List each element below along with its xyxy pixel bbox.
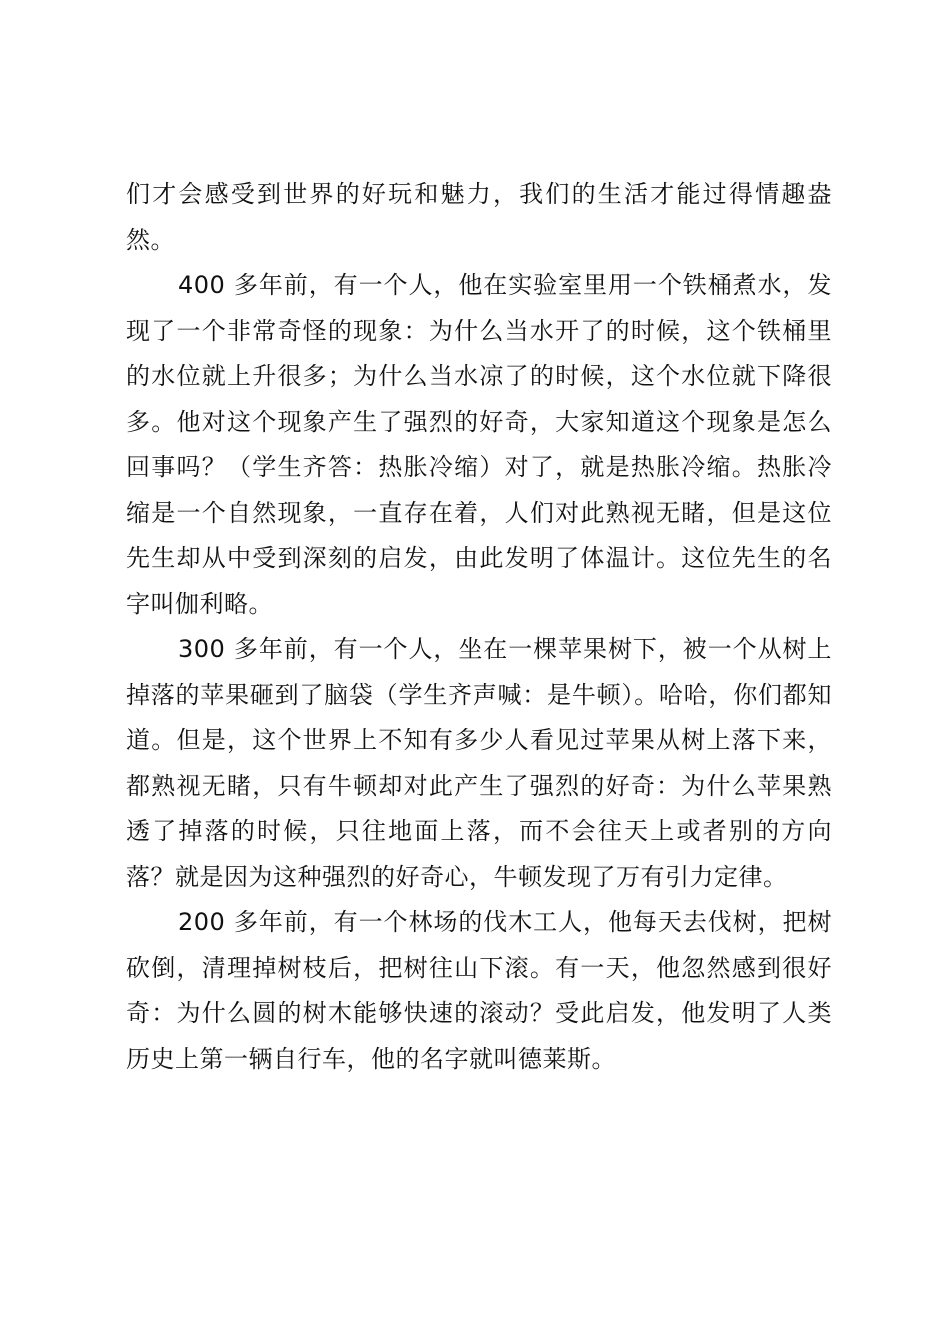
paragraph-continuation: 们才会感受到世界的好玩和魅力，我们的生活才能过得情趣盎然。 [126, 180, 832, 254]
paragraph-drais: 200 多年前，有一个林场的伐木工人，他每天去伐树，把树砍倒，清理掉树枝后，把树往山下滚。有一天，他忽然感到很好奇：为什么圆的树木能够快速的滚动？受此启发，他发明了人类历史上第一辆自行车，他的名字就叫德莱斯。 [126, 908, 832, 1073]
document-body [126, 172, 832, 1082]
paragraph-newton: 300 多年前，有一个人，坐在一棵苹果树下，被一个从树上掉落的苹果砸到了脑袋（学生齐声喊：是牛顿）。哈哈，你们都知道。但是，这个世界上不知有多少人看见过苹果从树上落下来，都熟视无睹，只有牛顿却对此产生了强烈的好奇：为什么苹果熟透了掉落的时候，只往地面上落，而不会往天上或者别的方向落？就是因为这种强烈的好奇心，牛顿发现了万有引力定律。 [126, 635, 832, 891]
paragraph-galileo: 400 多年前，有一个人，他在实验室里用一个铁桶煮水，发现了一个非常奇怪的现象：为什么当水开了的时候，这个铁桶里的水位就上升很多；为什么当水凉了的时候，这个水位就下降很多。他对这个现象产生了强烈的好奇，大家知道这个现象是怎么回事吗？（学生齐答：热胀冷缩）对了，就是热胀冷缩。热胀冷缩是一个自然现象，一直存在着，人们对此熟视无睹，但是这位先生却从中受到深刻的启发，由此发明了体温计。这位先生的名字叫伽利略。 [126, 271, 832, 618]
